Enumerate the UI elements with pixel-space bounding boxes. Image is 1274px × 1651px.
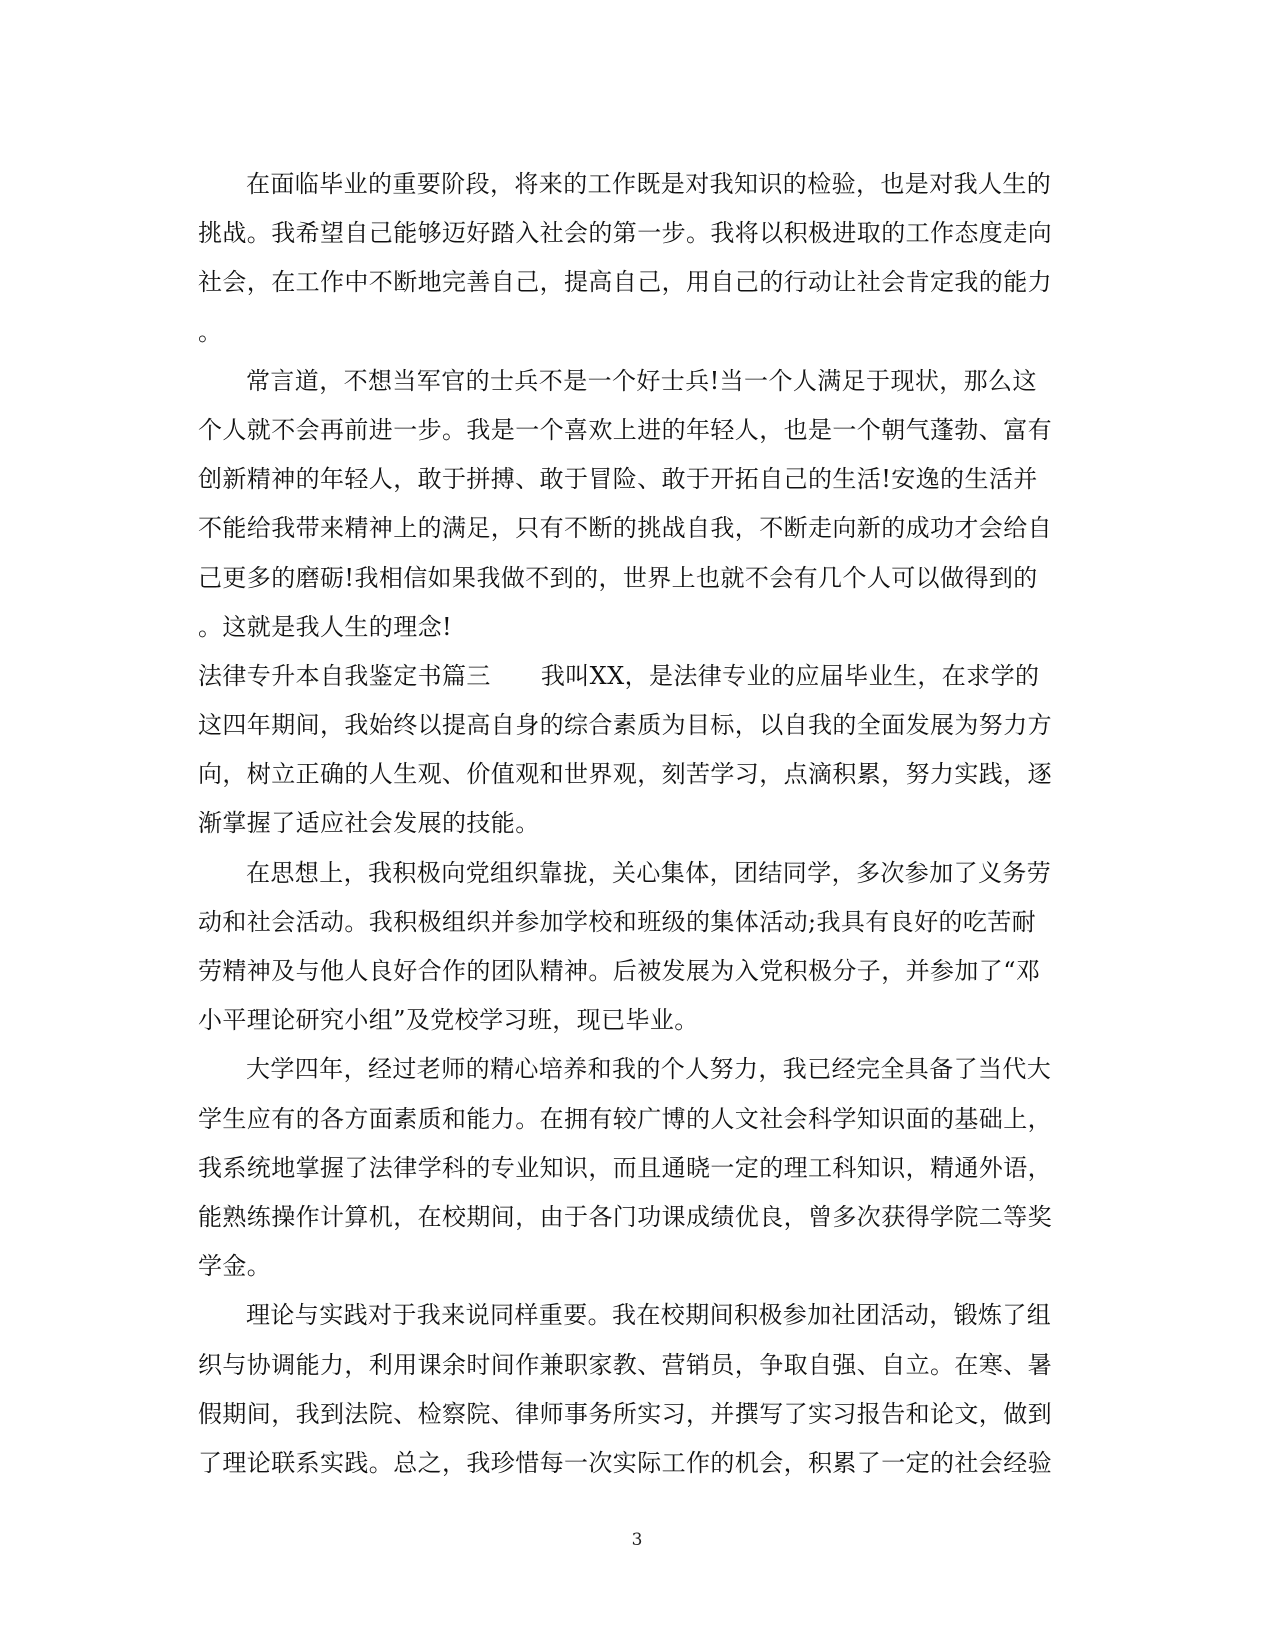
section-heading-line: [198, 652, 1076, 701]
paragraph-line: 我系统地掌握了法律学科的专业知识，而且通晓一定的理工科知识，精通外语，: [198, 1153, 1052, 1182]
paragraph-line: 常言道，不想当军官的士兵不是一个好士兵!当一个人满足于现状，那么这: [246, 366, 1037, 395]
paragraph-line: 在思想上，我积极向党组织靠拢，关心集体，团结同学，多次参加了义务劳: [246, 858, 1052, 887]
paragraph-line: 这四年期间，我始终以提高自身的综合素质为目标，以自我的全面发展为努力方: [198, 711, 1052, 740]
paragraph-line: 创新精神的年轻人，敢于拼搏、敢于冒险、敢于开拓自己的生活!安逸的生活并: [198, 465, 1038, 494]
paragraph-line: 在面临毕业的重要阶段，将来的工作既是对我知识的检验，也是对我人生的: [246, 170, 1052, 198]
paragraph-line: 小平理论研究小组”及党校学习班，现已毕业。: [198, 1006, 699, 1035]
paragraph-line: 学金。: [198, 1252, 272, 1281]
paragraph-line: 劳精神及与他人良好合作的团队精神。后被发展为入党积极分子，并参加了“邓: [198, 957, 1041, 985]
paragraph-line: 大学四年，经过老师的精心培养和我的个人努力，我已经完全具备了当代大: [246, 1055, 1052, 1084]
page-number: 3: [631, 1530, 643, 1550]
paragraph-line: 能熟练操作计算机，在校期间，由于各门功课成绩优良，曾多次获得学院二等奖: [198, 1202, 1052, 1231]
paragraph-line: 个人就不会再前进一步。我是一个喜欢上进的年轻人，也是一个朝气蓬勃、富有: [198, 415, 1052, 444]
paragraph-line: 假期间，我到法院、检察院、律师事务所实习，并撰写了实习报告和论文，做到: [198, 1399, 1052, 1428]
paragraph-line: 学生应有的各方面素质和能力。在拥有较广博的人文社会科学知识面的基础上，: [198, 1104, 1052, 1133]
paragraph-line: 织与协调能力，利用课余时间作兼职家教、营销员，争取自强、自立。在寒、暑: [198, 1350, 1052, 1379]
section-title: 法律专升本自我鉴定书篇三: [198, 661, 491, 690]
paragraph-line: 。这就是我人生的理念!: [198, 612, 453, 641]
paragraph-line: 挑战。我希望自己能够迈好踏入社会的第一步。我将以积极进取的工作态度走向: [198, 219, 1052, 248]
paragraph-line: 动和社会活动。我积极组织并参加学校和班级的集体活动;我具有良好的吃苦耐: [198, 907, 1037, 936]
paragraph-line: 。: [198, 317, 223, 346]
paragraph-line: 了理论联系实践。总之，我珍惜每一次实际工作的机会，积累了一定的社会经验: [198, 1448, 1052, 1477]
paragraph-line: 理论与实践对于我来说同样重要。我在校期间积极参加社团活动，锻炼了组: [246, 1301, 1052, 1330]
document-body: [198, 160, 1076, 1488]
paragraph-line: 渐掌握了适应社会发展的技能。: [198, 809, 540, 838]
paragraph-line: 不能给我带来精神上的满足，只有不断的挑战自我，不断走向新的成功才会给自: [198, 514, 1052, 543]
paragraph-line: 社会，在工作中不断地完善自己，提高自己，用自己的行动让社会肯定我的能力: [198, 268, 1052, 297]
paragraph-line: 向，树立正确的人生观、价值观和世界观，刻苦学习，点滴积累，努力实践，逐: [198, 760, 1052, 789]
paragraph-line: 己更多的磨砺!我相信如果我做不到的，世界上也就不会有几个人可以做得到的: [198, 563, 1038, 592]
section-intro: 我叫XX，是法律专业的应届毕业生，在求学的: [540, 661, 1040, 690]
